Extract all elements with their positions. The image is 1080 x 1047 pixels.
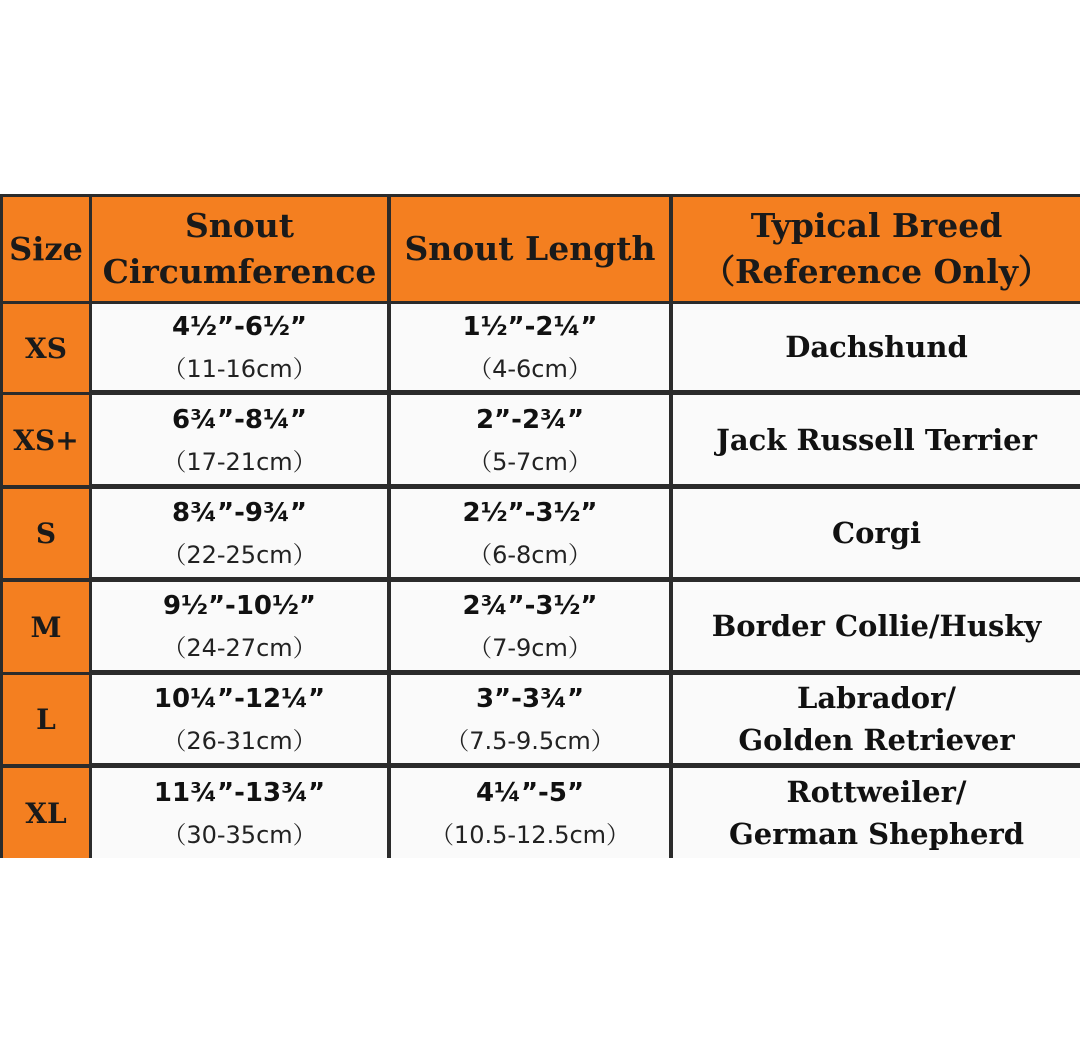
header-snout-circumference: [92, 197, 387, 301]
breed-cell: [673, 489, 1080, 577]
length-inches: 4¼”-5”: [475, 778, 585, 808]
header-size: [3, 197, 89, 301]
header-breed-line2: （Reference Only）: [701, 252, 1051, 291]
circumference-cm: （11-16cm）: [162, 355, 317, 383]
length-cm: （7.5-9.5cm）: [445, 727, 615, 755]
size-cell-m: [3, 582, 89, 672]
size-label: XS+: [13, 423, 79, 457]
length-cm: （10.5-12.5cm）: [429, 821, 631, 849]
size-cell-xs-plus: [3, 395, 89, 485]
circumference-inches: 10¼”-12¼”: [153, 684, 326, 714]
header-typical-breed: [673, 197, 1080, 301]
size-chart-table: [0, 194, 1080, 858]
size-cell-l: [3, 675, 89, 764]
size-label: S: [35, 517, 57, 550]
size-cell-s: [3, 489, 89, 578]
breed-line1: Dachshund: [785, 330, 968, 364]
size-label: L: [36, 703, 56, 736]
header-length-label: Snout Length: [404, 229, 656, 268]
length-inches: 2¾”-3½”: [462, 591, 598, 621]
header-breed-line1: Typical Breed: [750, 206, 1003, 245]
length-cell: [391, 489, 669, 577]
length-inches: 2”-2¾”: [475, 404, 585, 435]
circumference-inches: 9½”-10½”: [162, 591, 317, 621]
length-cell: [391, 768, 669, 858]
length-inches: 2½”-3½”: [462, 498, 598, 528]
breed-line2: German Shepherd: [729, 817, 1024, 851]
breed-cell: [673, 675, 1080, 763]
header-circumference-line2: Circumference: [102, 252, 377, 291]
size-label: XS: [25, 331, 67, 365]
header-circumference-line1: Snout: [184, 206, 295, 245]
circumference-inches: 4½”-6½”: [172, 312, 307, 342]
length-cell: [391, 582, 669, 670]
breed-line1: Labrador/: [796, 681, 957, 715]
header-snout-length: [391, 197, 669, 301]
size-label: M: [30, 610, 62, 644]
circumference-cm: （30-35cm）: [162, 821, 317, 849]
size-cell-xs: [3, 304, 89, 392]
breed-line1: Jack Russell Terrier: [716, 422, 1037, 457]
circumference-cm: （22-25cm）: [162, 541, 317, 569]
circumference-cm: （26-31cm）: [162, 727, 317, 755]
length-inches: 3”-3¾”: [475, 684, 585, 714]
circumference-cm: （17-21cm）: [162, 447, 317, 476]
circumference-cm: （24-27cm）: [162, 634, 317, 662]
breed-line1: Rottweiler/: [786, 775, 967, 809]
length-cm: （5-7cm）: [468, 447, 592, 476]
circumference-cell: [92, 489, 387, 577]
length-cell: [391, 304, 669, 390]
circumference-inches: 11¾”-13¾”: [153, 778, 326, 808]
circumference-cell: [92, 768, 387, 858]
breed-cell: [673, 582, 1080, 670]
length-cell: [391, 395, 669, 484]
circumference-inches: 8¾”-9¾”: [172, 498, 307, 528]
breed-cell: [673, 395, 1080, 484]
length-cm: （4-6cm）: [468, 355, 592, 383]
circumference-cell: [92, 304, 387, 390]
circumference-cell: [92, 395, 387, 484]
length-cell: [391, 675, 669, 763]
length-cm: （6-8cm）: [468, 541, 592, 569]
circumference-cell: [92, 582, 387, 670]
header-size-label: Size: [9, 230, 83, 268]
breed-line1: Corgi: [832, 516, 921, 550]
length-inches: 1½”-2¼”: [462, 312, 598, 342]
breed-line2: Golden Retriever: [738, 723, 1015, 757]
breed-cell: [673, 768, 1080, 858]
breed-line1: Border Collie/Husky: [711, 609, 1042, 643]
circumference-cell: [92, 675, 387, 763]
length-cm: （7-9cm）: [468, 634, 592, 662]
size-cell-xl: [3, 768, 89, 858]
breed-cell: [673, 304, 1080, 390]
circumference-inches: 6¾”-8¼”: [172, 404, 307, 435]
size-label: XL: [25, 796, 67, 830]
